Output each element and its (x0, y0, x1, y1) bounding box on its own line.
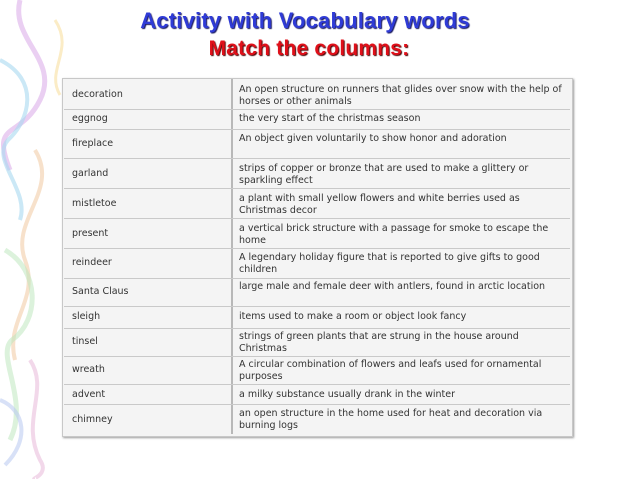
term-cell: advent (72, 389, 106, 400)
term-cell: fireplace (72, 138, 114, 149)
term-cell: chimney (72, 414, 113, 425)
term-cell: tinsel (72, 336, 98, 347)
definition-cell: an open structure in the home used for heat and decoration via burning logs (239, 408, 543, 431)
page-subtitle: Match the columns: (208, 37, 410, 60)
definition-cell: a plant with small yellow flowers and white berries used as Christmas decor (239, 193, 520, 216)
definition-cell: strips of copper or bronze that are used to make a glittery or sparkling effect (239, 163, 529, 186)
term-cell: present (72, 228, 109, 239)
definition-cell: items used to make a room or object look fancy (239, 311, 467, 322)
definition-cell: An open structure on runners that glides over snow with the help of horses or other animals (239, 84, 562, 107)
definition-cell: a vertical brick structure with a passage for smoke to escape the home (239, 223, 549, 246)
term-cell: decoration (72, 89, 123, 100)
term-cell: wreath (72, 364, 105, 375)
definition-cell: A circular combination of flowers and leafs used for ornamental purposes (239, 359, 542, 382)
term-cell: eggnog (72, 113, 108, 124)
term-cell: garland (72, 168, 109, 179)
definition-cell: large male and female deer with antlers, found in arctic location (239, 281, 546, 292)
definition-cell: the very start of the christmas season (239, 113, 421, 124)
term-cell: sleigh (72, 311, 101, 322)
term-cell: reindeer (72, 257, 112, 268)
definition-cell: a milky substance usually drank in the winter (239, 389, 456, 400)
page-title: Activity with Vocabulary words (140, 8, 470, 33)
term-cell: Santa Claus (72, 286, 129, 297)
definition-cell: A legendary holiday figure that is reported to give gifts to good children (239, 252, 540, 275)
definition-cell: An object given voluntarily to show honor and adoration (239, 133, 507, 144)
definition-cell: strings of green plants that are strung in the house around Christmas (239, 331, 519, 354)
term-cell: mistletoe (72, 198, 117, 209)
